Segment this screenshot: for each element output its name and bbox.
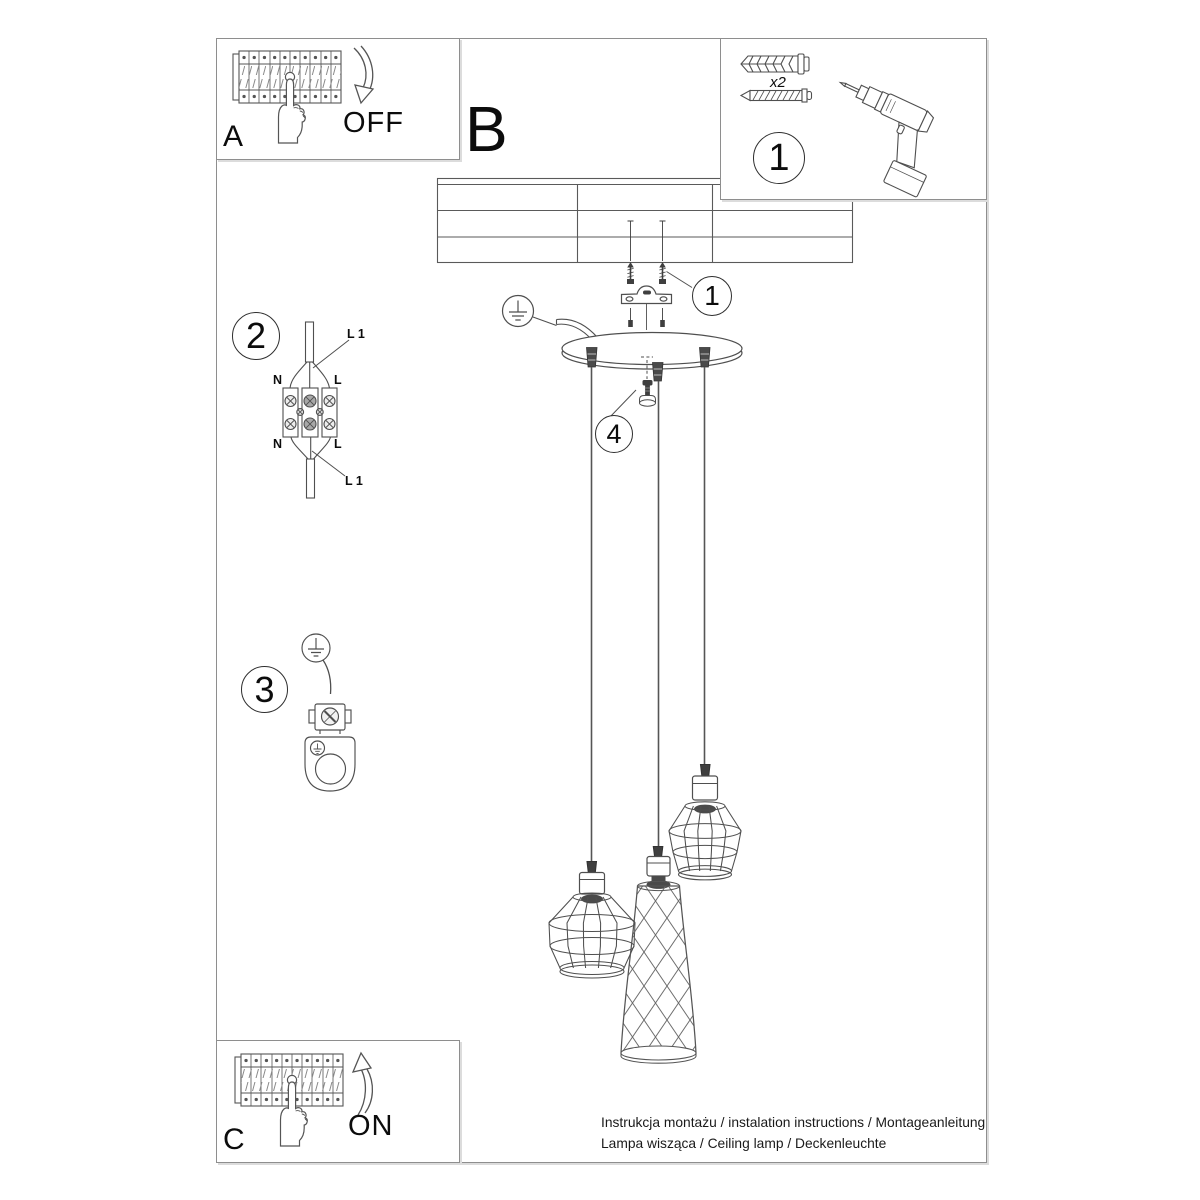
step-1-number: 1 bbox=[753, 132, 805, 184]
footer-text bbox=[601, 1113, 985, 1154]
ground-connection-diagram bbox=[302, 634, 355, 791]
cable-stop-callout-number: 4 bbox=[595, 415, 633, 453]
wire-label-l-bottom: L bbox=[334, 437, 342, 451]
wire-label-l1-bottom: L 1 bbox=[345, 474, 363, 488]
panel-c-label: C bbox=[223, 1123, 245, 1156]
panel-a-action-label: OFF bbox=[343, 107, 404, 139]
wall-anchor bbox=[741, 54, 809, 74]
panel-b-label: B bbox=[465, 93, 508, 165]
wire-label-n-bottom: N bbox=[273, 437, 283, 451]
panel-c-action-label: ON bbox=[348, 1110, 394, 1142]
panel-a-box bbox=[216, 38, 460, 160]
terminal-block-diagram bbox=[283, 322, 337, 498]
step-3-number: 3 bbox=[241, 666, 288, 713]
panel-a-label: A bbox=[223, 120, 244, 153]
pendant-lamp-left bbox=[549, 862, 635, 979]
cable-stop-bolt bbox=[640, 381, 656, 407]
anchor-quantity-label: x2 bbox=[770, 74, 786, 91]
ground-symbol bbox=[503, 296, 534, 327]
drill bbox=[810, 73, 952, 198]
wire-label-l1-top: L 1 bbox=[347, 327, 365, 341]
footer-line-1: Instrukcja montażu / instalation instructions / Montageanleitung bbox=[601, 1115, 986, 1130]
screws-callout-number: 1 bbox=[692, 276, 732, 316]
footer-line-2: Lampa wisząca / Ceiling lamp / Deckenleuchte bbox=[601, 1135, 887, 1151]
wire-label-l-top: L bbox=[334, 373, 342, 387]
on-arrow bbox=[353, 1053, 372, 1115]
off-arrow bbox=[354, 46, 373, 103]
panel-parts-box bbox=[720, 38, 987, 200]
step-2-number: 2 bbox=[232, 312, 280, 360]
pendant-lamp-center bbox=[621, 847, 696, 1064]
pendant-lamp-right bbox=[669, 765, 741, 880]
wire-label-n-top: N bbox=[273, 373, 283, 387]
panel-c-box bbox=[216, 1040, 460, 1163]
